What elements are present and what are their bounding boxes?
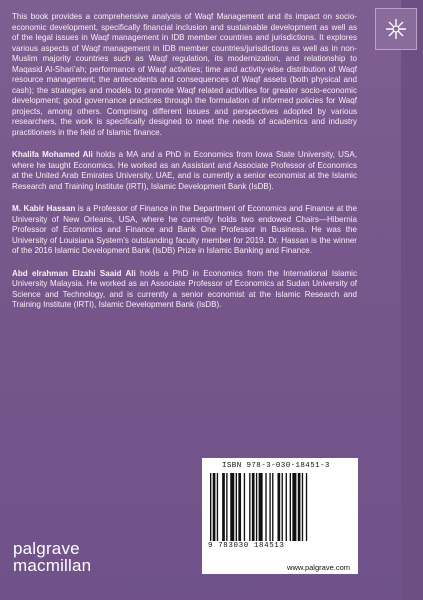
author-bio-text: holds a MA and a PhD in Economics from Iowa State University, USA, where he taught Economics. He worked as an Assistant and Associate Professor of Economics at the United Arab Emirates University, UAE, and is currently a senior economist at the Islamic Research and Training Institute (IRTI), Islamic Development Bank (IsDB).: [12, 150, 358, 191]
back-cover-text: [12, 12, 357, 323]
author-name: Abd elrahman Elzahi Saaid Ali: [12, 268, 136, 278]
book-description: This book provides a comprehensive analysis of Waqf Management and its impact on socio-economic development, specifically financial inclusion and sustainable development as well as of the legal issues in Waqf management in IDB member countries and jurisdictions. It explores various aspects of Waqf management in IDB member countries/jurisdictions as well as in non-Muslim majority countries such as Waqf regulation, its modernization, and relationship to Maqasid Al-Shari’ah; performance of Waqf activities; time and activity-wise distribution of Waqf resource management; the antecedents and consequences of Waqf assets (both physical and cash); the strategies and models to promote Waqf related activities for greater socio-economic development; good governance practices through the formulation of informed policies for Waqf projects, among others. Comprising different issues and perspectives adopted by various researchers, the work is specifically designed to meet the needs of academics and industry practitioners in the field of Islamic finance.: [12, 12, 357, 137]
publisher-name-line1: palgrave: [13, 539, 80, 558]
author-bio-text: holds a PhD in Economics from the International Islamic University Malaysia. He worked as an Associate Professor of Economics at Sudan University of Science and Technology, and is currently a senior economist at the Islamic Research and Training Institute (IRTI), Islamic Development Bank (IsDB).: [12, 268, 357, 309]
barcode-panel: [202, 458, 358, 562]
publisher-logo: [13, 540, 91, 574]
spine-edge: [401, 0, 423, 600]
author-bio-1: [12, 150, 357, 192]
author-bio-text: is a Professor of Finance in the Department of Economics and Finance at the University of New Orleans, USA, where he currently holds two endowed Chairs—Hibernia Professor of Economics and Finance and Bank One Professor in Business. He was the University of Louisiana System’s outstanding faculty member for 2019. Dr. Hassan is the winner of the 2016 Islamic Development Bank (IsDB) Prize in Islamic Banking and Finance.: [12, 204, 357, 255]
isbn-text: ISBN 978-3-030-18451-3: [222, 462, 330, 470]
palgrave-star-icon: [375, 8, 417, 50]
barcode-icon: [208, 473, 352, 541]
author-bio-2: [12, 204, 357, 257]
publisher-name-line2: macmillan: [13, 556, 92, 575]
author-bio-3: [12, 269, 357, 311]
author-name: M. Kabir Hassan: [12, 204, 76, 213]
barcode-digits: 9 783030 184513: [208, 542, 285, 550]
publisher-website: www.palgrave.com: [202, 562, 358, 574]
author-name: Khalifa Mohamed Ali: [12, 150, 93, 159]
